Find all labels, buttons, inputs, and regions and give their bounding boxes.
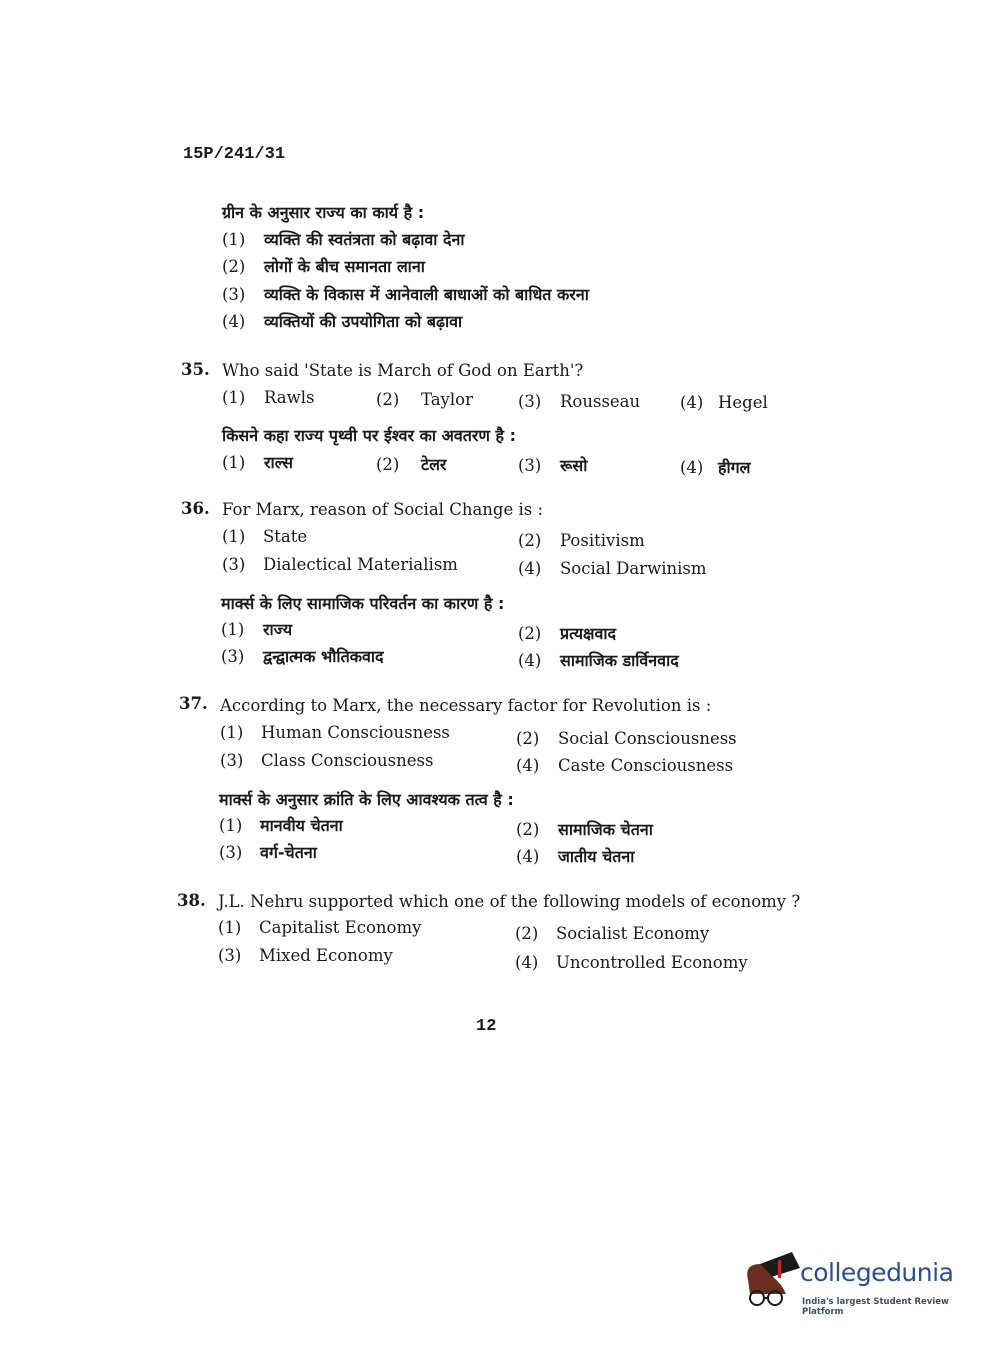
q37-h-opt1: मानवीय चेतना xyxy=(260,816,343,835)
q36-question: For Marx, reason of Social Change is : xyxy=(222,500,544,519)
q37-h-opt2: सामाजिक चेतना xyxy=(558,820,653,839)
q37-opt3: Class Consciousness xyxy=(261,751,434,770)
q36-h-opt1: राज्य xyxy=(263,620,293,639)
mascot-icon xyxy=(742,1250,802,1320)
q34-option-4-num: (4) xyxy=(222,312,246,331)
q35-h-opt1-num: (1) xyxy=(222,453,246,472)
q35-h-opt3-num: (3) xyxy=(518,456,542,475)
q35-opt4: Hegel xyxy=(718,393,768,412)
q37-h-opt2-num: (2) xyxy=(516,820,540,839)
q35-opt3-num: (3) xyxy=(518,392,542,411)
q35-opt4-num: (4) xyxy=(680,393,704,412)
q38-opt1-num: (1) xyxy=(218,918,242,937)
brand-name: collegedunia xyxy=(800,1258,954,1287)
q36-h-opt3: द्वन्द्वात्मक भौतिकवाद xyxy=(263,647,384,666)
q37-number: 37. xyxy=(179,694,208,713)
q37-hindi-question: मार्क्स के अनुसार क्रांति के लिए आवश्यक तत्व है : xyxy=(219,790,514,809)
q37-opt2-num: (2) xyxy=(516,729,540,748)
q37-h-opt4: जातीय चेतना xyxy=(558,847,635,866)
q38-opt4-num: (4) xyxy=(515,953,539,972)
q35-opt1-num: (1) xyxy=(222,388,246,407)
q35-number: 35. xyxy=(181,360,210,379)
q37-opt4: Caste Consciousness xyxy=(558,756,734,775)
q36-opt4: Social Darwinism xyxy=(560,559,707,578)
q35-opt1: Rawls xyxy=(264,388,315,407)
q38-question: J.L. Nehru supported which one of the following models of economy ? xyxy=(218,892,801,911)
q37-opt4-num: (4) xyxy=(516,756,540,775)
q38-opt2-num: (2) xyxy=(515,924,539,943)
collegedunia-logo xyxy=(742,1250,972,1320)
q38-number: 38. xyxy=(177,891,206,910)
q36-opt2: Positivism xyxy=(560,531,645,550)
q34-option-2: लोगों के बीच समानता लाना xyxy=(264,257,425,276)
page-number: 12 xyxy=(476,1017,497,1036)
q38-opt3-num: (3) xyxy=(218,946,242,965)
q37-question: According to Marx, the necessary factor for Revolution is : xyxy=(220,696,712,715)
q35-h-opt2: टेलर xyxy=(421,455,447,474)
q35-h-opt1: राल्स xyxy=(264,453,293,472)
q36-opt1: State xyxy=(263,527,308,546)
q36-opt4-num: (4) xyxy=(518,559,542,578)
q36-h-opt4-num: (4) xyxy=(518,651,542,670)
q36-opt3: Dialectical Materialism xyxy=(263,555,458,574)
q35-question: Who said 'State is March of God on Earth'? xyxy=(222,361,584,380)
q36-h-opt2: प्रत्यक्षवाद xyxy=(560,624,617,643)
q36-hindi-question: मार्क्स के लिए सामाजिक परिवर्तन का कारण है : xyxy=(221,594,505,613)
q34-option-2-num: (2) xyxy=(222,257,246,276)
paper-code: 15P/241/31 xyxy=(183,145,286,164)
q37-h-opt4-num: (4) xyxy=(516,847,540,866)
q35-opt2-num: (2) xyxy=(376,390,400,409)
q37-opt3-num: (3) xyxy=(220,751,244,770)
brand-tagline: India's largest Student Review Platform xyxy=(802,1297,949,1317)
q36-opt3-num: (3) xyxy=(222,555,246,574)
q38-opt3: Mixed Economy xyxy=(259,946,393,965)
q35-h-opt3: रूसो xyxy=(560,456,588,475)
q35-hindi-question: किसने कहा राज्य पृथ्वी पर ईश्वर का अवतरण है : xyxy=(222,426,517,445)
q34-option-3-num: (3) xyxy=(222,285,246,304)
q34-option-3: व्यक्ति के विकास में आनेवाली बाधाओं को बाधित करना xyxy=(264,285,589,304)
q36-h-opt3-num: (3) xyxy=(221,647,245,666)
q35-h-opt2-num: (2) xyxy=(376,455,400,474)
q37-h-opt3-num: (3) xyxy=(219,843,243,862)
q37-opt2: Social Consciousness xyxy=(558,729,737,748)
q36-h-opt1-num: (1) xyxy=(221,620,245,639)
q34-option-1: व्यक्ति की स्वतंत्रता को बढ़ावा देना xyxy=(264,230,465,249)
q38-opt4: Uncontrolled Economy xyxy=(556,953,748,972)
q35-opt2: Taylor xyxy=(421,390,473,409)
q36-opt2-num: (2) xyxy=(518,531,542,550)
q37-h-opt3: वर्ग-चेतना xyxy=(260,843,317,862)
q37-opt1: Human Consciousness xyxy=(261,723,450,742)
q38-opt2: Socialist Economy xyxy=(556,924,710,943)
q36-h-opt2-num: (2) xyxy=(518,624,542,643)
q37-h-opt1-num: (1) xyxy=(219,816,243,835)
q34-hindi-question: ग्रीन के अनुसार राज्य का कार्य है : xyxy=(222,203,425,222)
q35-h-opt4: हीगल xyxy=(718,458,751,477)
q36-number: 36. xyxy=(181,499,210,518)
q36-opt1-num: (1) xyxy=(222,527,246,546)
q37-opt1-num: (1) xyxy=(220,723,244,742)
q35-opt3: Rousseau xyxy=(560,392,641,411)
q35-h-opt4-num: (4) xyxy=(680,458,704,477)
q38-opt1: Capitalist Economy xyxy=(259,918,422,937)
q34-option-4: व्यक्तियों की उपयोगिता को बढ़ावा xyxy=(264,312,463,331)
q34-option-1-num: (1) xyxy=(222,230,246,249)
q36-h-opt4: सामाजिक डार्विनवाद xyxy=(560,651,679,670)
